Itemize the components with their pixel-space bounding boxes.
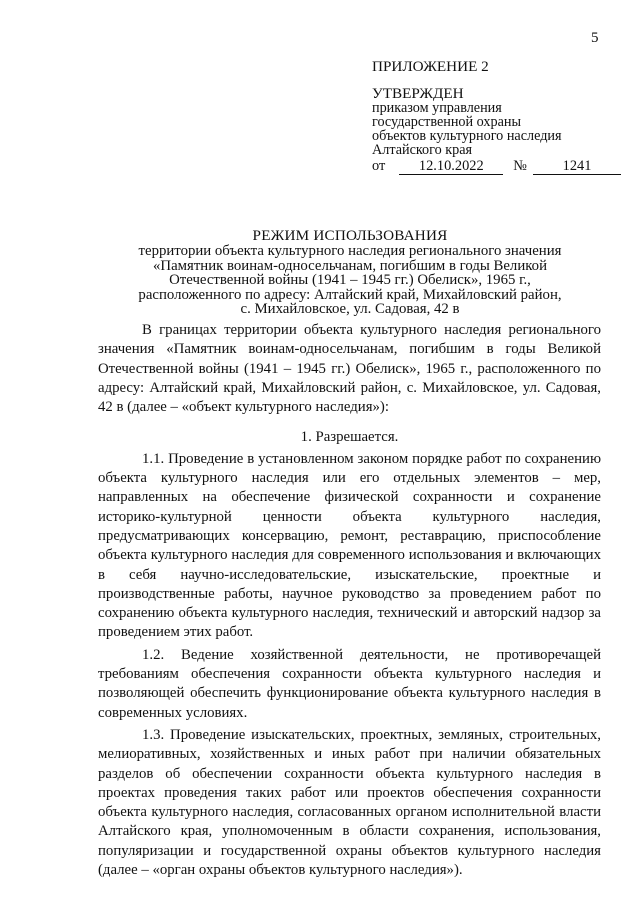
title-line: с. Михайловское, ул. Садовая, 42 в [240,301,460,318]
approval-line: объектов культурного наследия [372,128,562,144]
approved-label: УТВЕРЖДЕН [372,85,464,102]
item-paragraph: 1.1. Проведение в установленном законом порядке работ по сохранению объекта культурного наследия или его отдельных элементов – мер, направленных на обеспечение физической сохранности и сохранение историко-культурной ценности объекта культурного наследия, предусматривающих консервацию, ремонт, реставрацию, приспособление объекта культурного наследия для современного использования и включающих в себя научно-исследовательские, изыскательские, проектные и производственные работы, научное руководство за проведением работ по сохранению объекта культурного наследия, технический и авторский надзор за проведением этих работ. [98,450,601,641]
approval-line: Алтайского края [372,142,473,158]
document-title-block [100,228,600,317]
document-title: РЕЖИМ ИСПОЛЬЗОВАНИЯ [252,227,448,244]
document-body [98,321,601,880]
order-line [372,159,621,175]
order-date-label: от [372,158,386,174]
order-number: 1241 [533,159,621,175]
item-paragraph: 1.2. Ведение хозяйственной деятельности, не противоречащей требованиям обеспечения сохранности объекта культурного наследия и позволяющей обеспечить функционирование объекта культурного наследия в современных условиях. [98,646,601,721]
approval-line: приказом управления [372,100,502,116]
title-line: «Памятник воинам-односельчанам, погибшим в годы Великой [153,257,547,274]
appendix-label: ПРИЛОЖЕНИЕ 2 [372,58,489,75]
approval-block [372,60,621,175]
page-number: 5 [591,30,599,46]
order-number-label: № [513,158,528,174]
order-date: 12.10.2022 [399,159,503,175]
intro-paragraph: В границах территории объекта культурного наследия регионального значения «Памятник воинам-односельчанам, погибшим в годы Великой Отечественной войны (1941 – 1945 гг.) Обелиск», 1965 г., расположенного по адресу: Алтайский край, Михайловский район, с. Михайловское, ул. Садовая, 42 в (далее – «объект культурного наследия»): [98,322,601,416]
item-paragraph: 1.3. Проведение изыскательских, проектных, земляных, строительных, мелиоративных, хозяйственных и иных работ при наличии обязательных разделов об обеспечении сохранности объекта культурного наследия в проектах проведения таких работ или проектов обеспечения сохранности объекта культурного наследия, согласованных органом исполнительной власти Алтайского края, уполномоченным в области сохранения, использования, популяризации и государственной охраны объектов культурного наследия (далее – «орган охраны объектов культурного наследия»). [98,726,601,879]
approval-line: государственной охраны [372,114,522,130]
title-line: территории объекта культурного наследия регионального значения [138,243,562,259]
title-line: Отечественной войны (1941 – 1945 гг.) Обелиск», 1965 г., [169,272,531,289]
title-line: расположенного по адресу: Алтайский край, Михайловский район, [138,286,562,303]
section-heading: 1. Разрешается. [300,429,399,446]
